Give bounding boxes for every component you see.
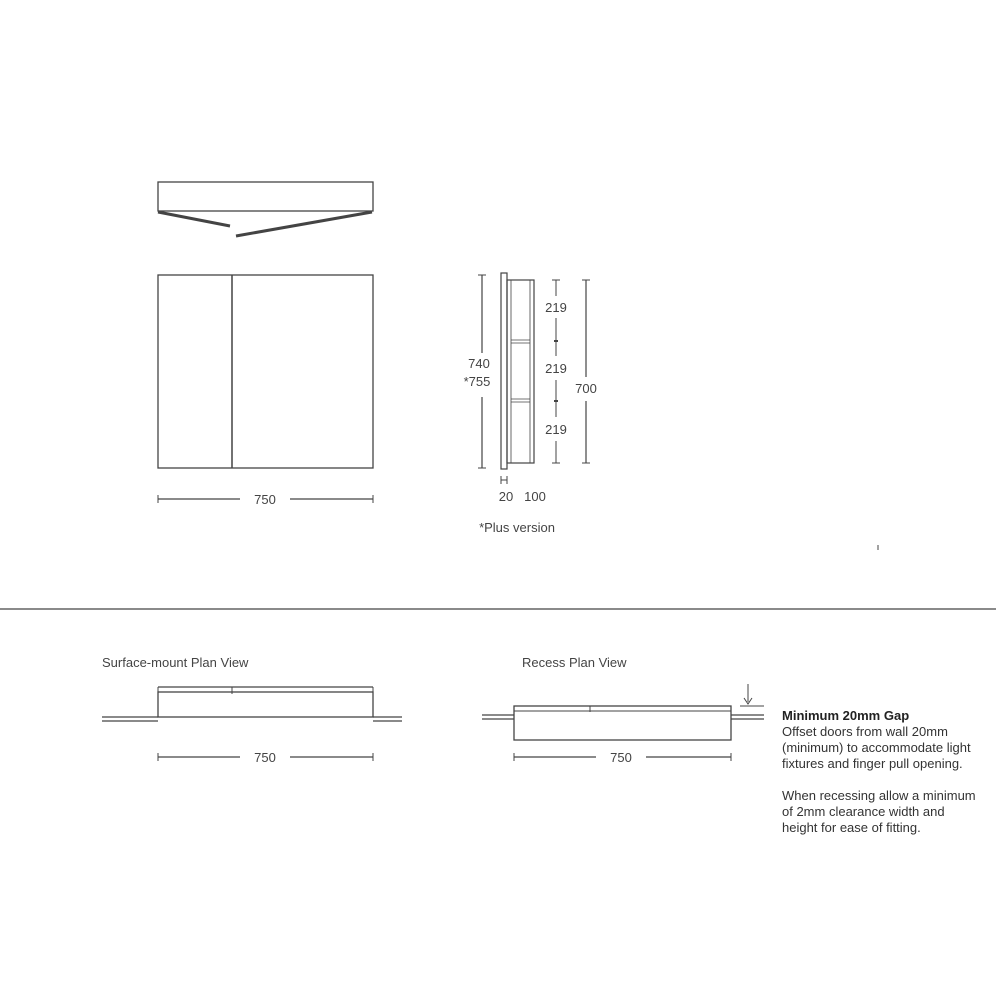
- recess-plan-title: Recess Plan View: [522, 655, 627, 670]
- shelf-spacing-label: 219: [545, 422, 567, 437]
- side-plus-height-label: *755: [463, 374, 491, 389]
- surface-plan-title: Surface-mount Plan View: [102, 655, 249, 670]
- shelf-spacing-label: 219: [545, 361, 567, 376]
- door-depth-label: 20: [498, 489, 514, 504]
- plus-version-footnote: *Plus version: [479, 520, 555, 535]
- side-height-label: 740: [468, 356, 490, 371]
- gap-note-line: Offset doors from wall 20mm: [782, 724, 948, 739]
- surface-width-label: 750: [254, 750, 276, 765]
- surface-plan-drawing: [102, 687, 402, 721]
- gap-note-line: height for ease of fitting.: [782, 820, 921, 835]
- gap-note-heading: Minimum 20mm Gap: [782, 708, 910, 723]
- gap-note: [782, 708, 992, 836]
- shelf-spacing-label: 219: [545, 300, 567, 315]
- recess-width-label: 750: [610, 750, 632, 765]
- front-width-label: 750: [254, 492, 276, 507]
- gap-note-line: When recessing allow a minimum: [782, 788, 976, 803]
- top-plan-view: [158, 182, 373, 236]
- body-depth-label: 100: [524, 489, 546, 504]
- side-elevation: [478, 273, 590, 484]
- front-elevation: [158, 275, 373, 468]
- recess-plan-drawing: [482, 684, 764, 740]
- gap-note-line: fixtures and finger pull opening.: [782, 756, 963, 771]
- gap-note-line: (minimum) to accommodate light: [782, 740, 971, 755]
- gap-note-line: of 2mm clearance width and: [782, 804, 945, 819]
- inner-height-label: 700: [575, 381, 597, 396]
